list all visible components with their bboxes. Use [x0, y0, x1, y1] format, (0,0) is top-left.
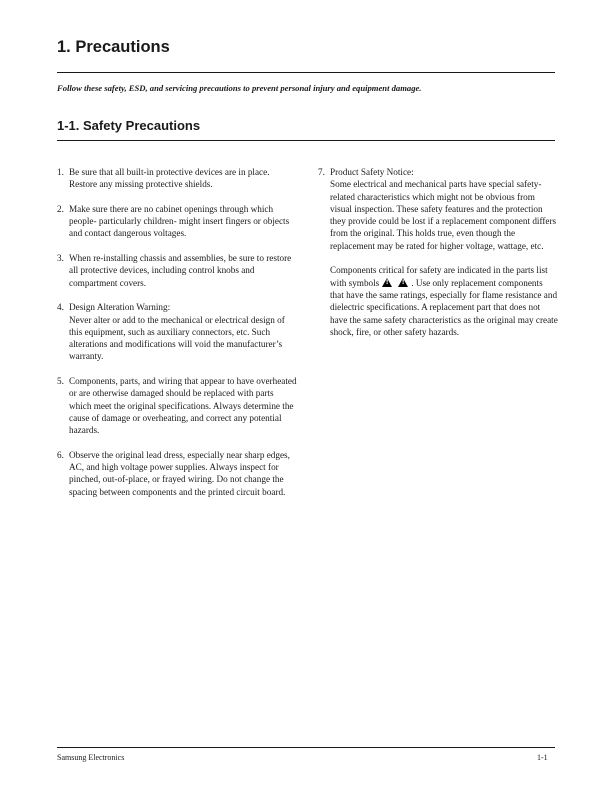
title-divider [57, 72, 555, 73]
section-title: 1-1. Safety Precautions [57, 118, 201, 133]
page-title: 1. Precautions [57, 38, 170, 56]
section-divider [57, 140, 555, 141]
item-text: Observe the original lead dress, especially near sharp edges, AC, and high voltage power supplies. Always inspect for pinched, out-of-place, or frayed wiring. Do not change the spacing between components and the printed circuit board. [69, 449, 290, 497]
item-text: Some electrical and mechanical parts have special safety-related characteristics which might not be obvious from visual inspection. These safety features and the protection they provide could be lost if a replacement component differs from the original. This holds true, even though the replacement may be rated for higher voltage, wattage, etc. [330, 179, 557, 251]
item-text: Be sure that all built-in protective devices are in place. Restore any missing protective shields. [69, 167, 270, 190]
left-column [57, 166, 297, 510]
list-item-1 [57, 166, 297, 191]
item-text: Components, parts, and wiring that appear to have overheated or are otherwise damaged should be replaced with parts which meet the original specifications. Always determine the cause of damage or overheating, and correct any potential hazards. [69, 376, 297, 436]
footer-divider [57, 747, 555, 748]
item-number: 2. [57, 203, 64, 214]
item-number: 3. [57, 253, 64, 264]
intro-text: Follow these safety, ESD, and servicing precautions to prevent personal injury and equipment damage. [57, 83, 422, 93]
item-number: 4. [57, 302, 64, 313]
item-heading: Design Alteration Warning: [69, 302, 171, 313]
item-text: Never alter or add to the mechanical or electrical design of this equipment, such as auxiliary connectors, etc. Such alterations and modifications will void the manufacturer’s warranty. [69, 314, 285, 362]
item-number: 5. [57, 376, 64, 387]
list-item-2 [57, 203, 297, 240]
item-text: When re-installing chassis and assemblies, be sure to restore all protective devices, including control knobs and compartment covers. [69, 253, 292, 288]
item-text-after-symbols: . Use only replacement components that have the same ratings, especially for flame resistance and dielectric specifications. A replacement part that does not have the same safety characteristics as the original may create shock, fire, or other safety hazards. [330, 277, 558, 337]
item-text-secondary [330, 264, 558, 338]
item-number: 1. [57, 167, 64, 177]
item-text-before-symbols: Components critical for safety are indicated in the parts list with symbols [330, 265, 548, 288]
list-item-7 [318, 166, 558, 338]
item-text: Make sure there are no cabinet openings through which people- particularly children- might insert fingers or objects and contact dangerous voltages. [69, 203, 290, 239]
right-column [318, 166, 558, 350]
footer-page-number: 1-1 [537, 753, 548, 762]
footer-company: Samsung Electronics [57, 753, 125, 762]
list-item-3 [57, 252, 297, 289]
list-item-6 [57, 449, 297, 498]
warning-triangle-icon [398, 278, 408, 287]
item-heading: Product Safety Notice: [330, 167, 414, 177]
list-item-5 [57, 375, 297, 436]
list-item-4 [57, 301, 297, 362]
item-number: 7. [318, 167, 325, 177]
warning-triangle-icon [382, 278, 392, 287]
item-number: 6. [57, 449, 64, 460]
